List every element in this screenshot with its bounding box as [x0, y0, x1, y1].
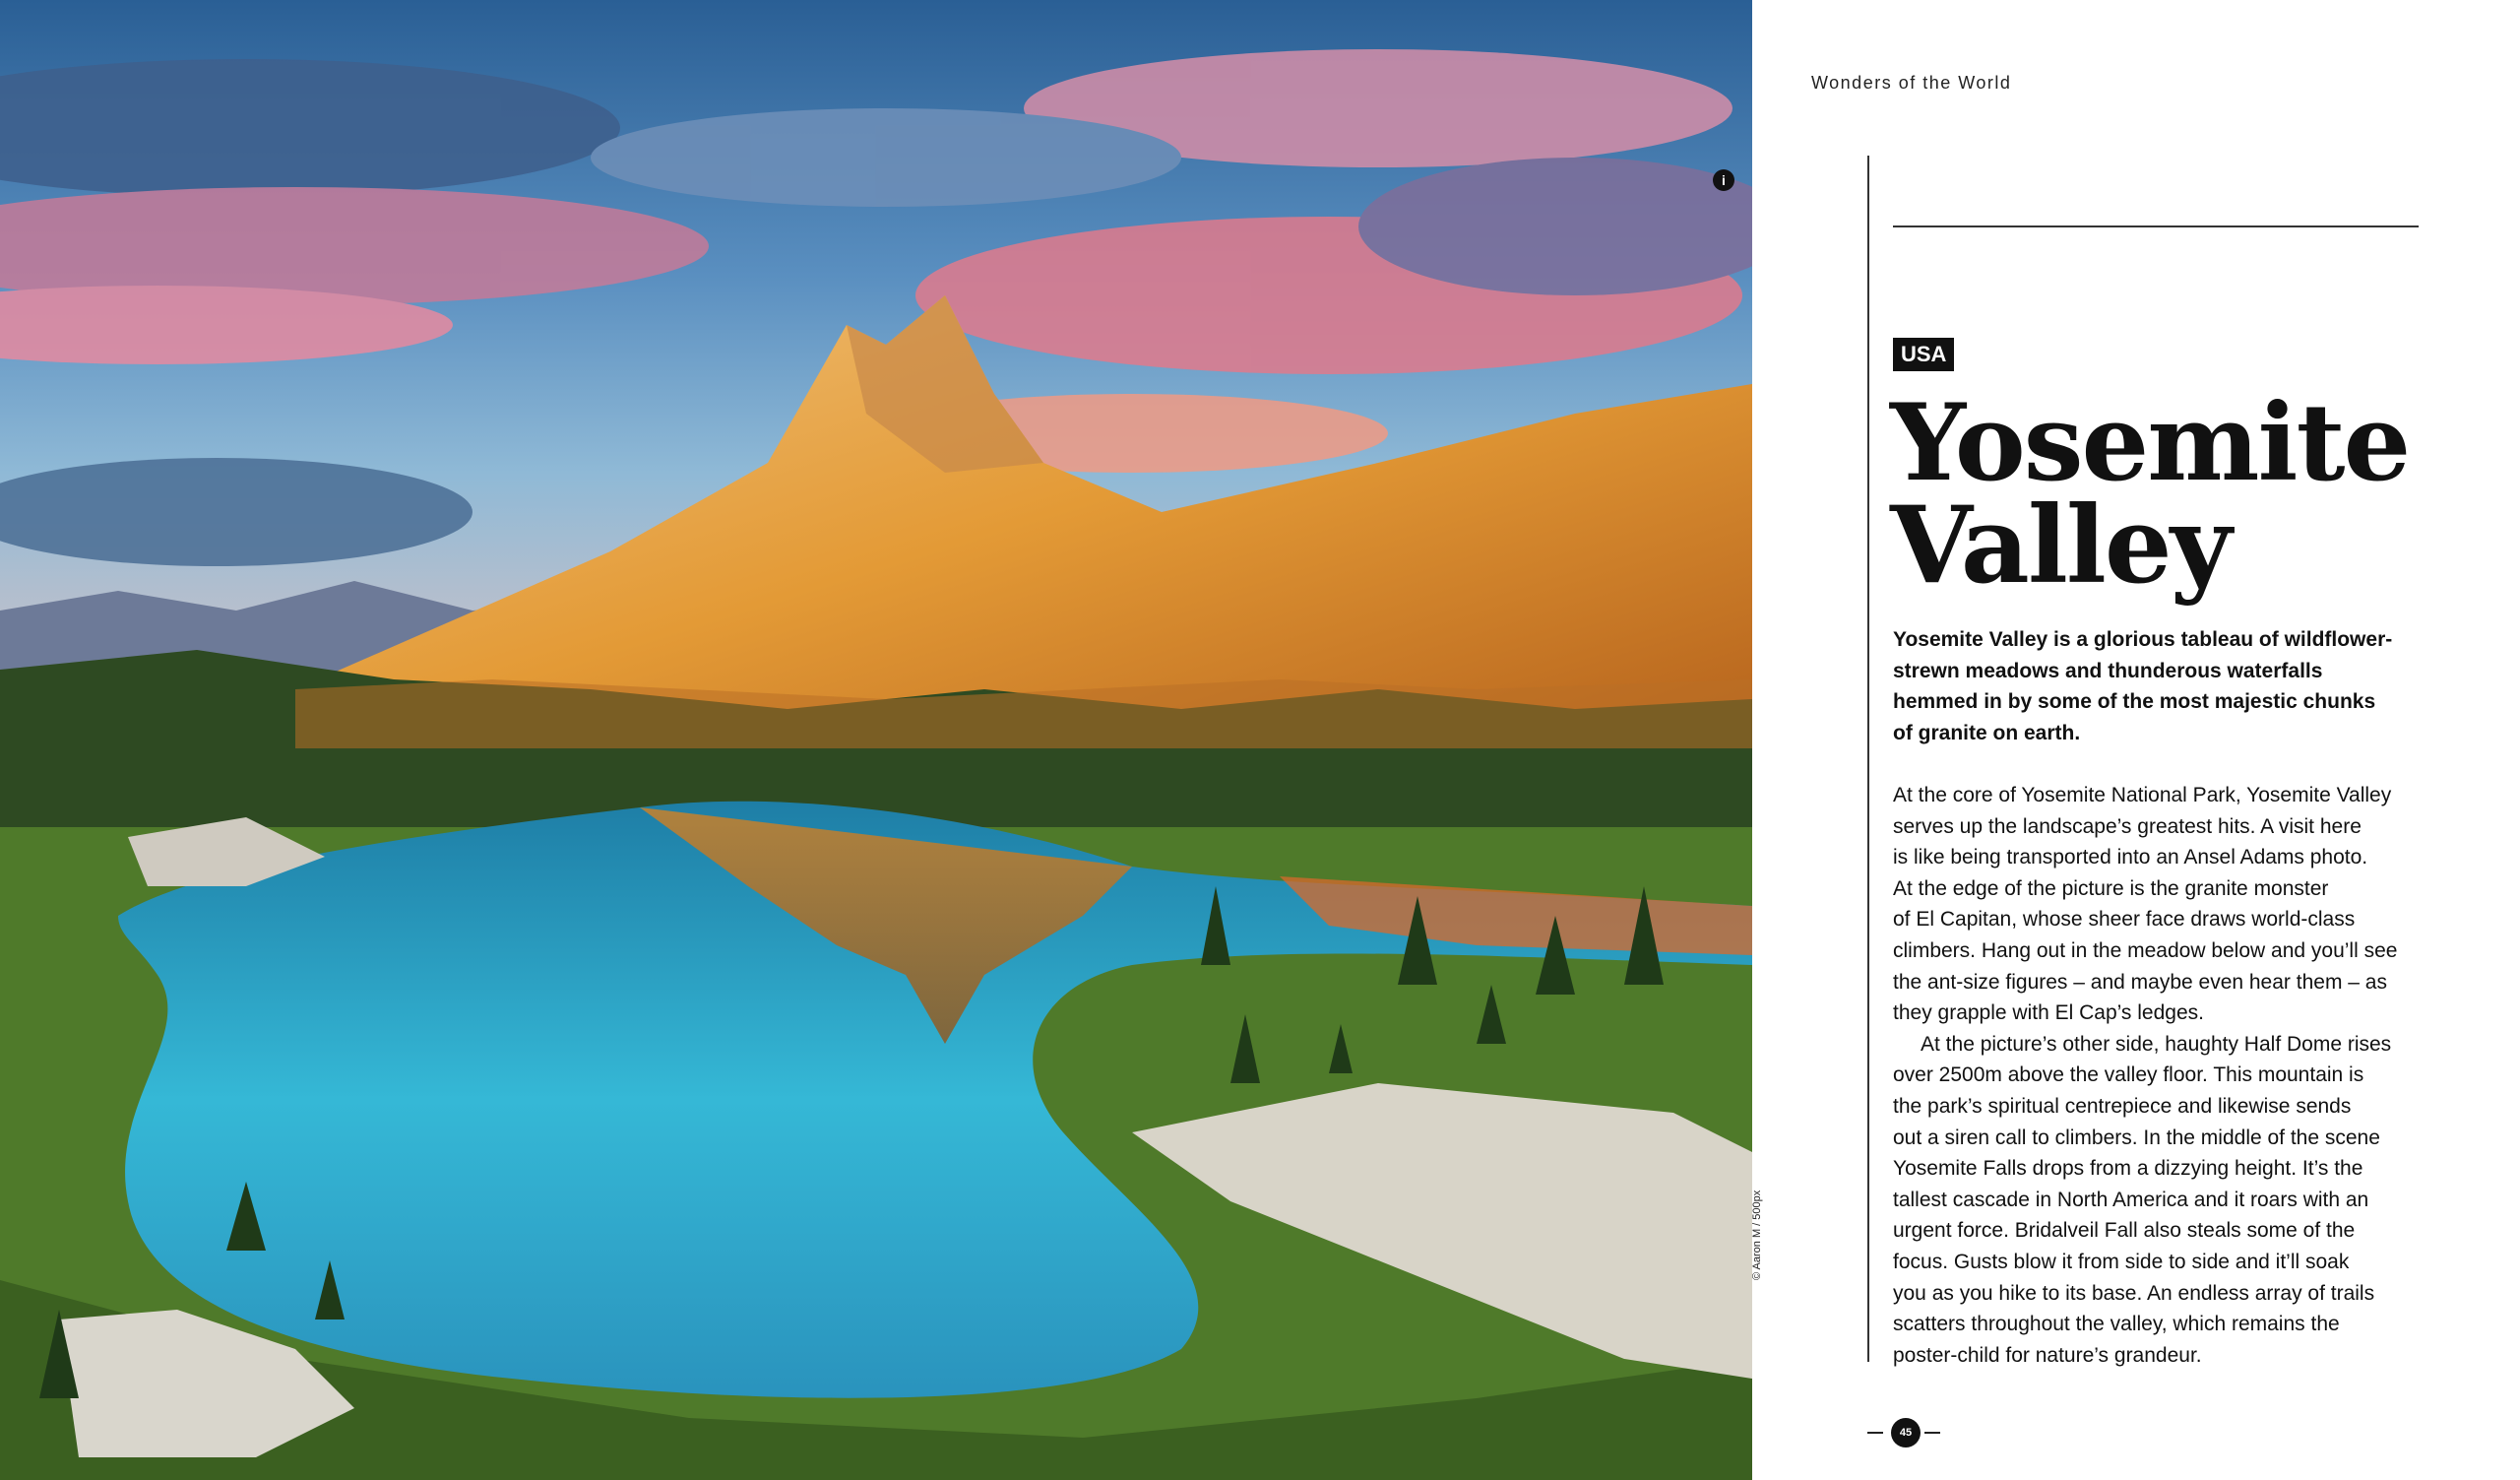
intro-line: of granite on earth.: [1893, 721, 2081, 744]
body-line: of El Capitan, whose sheer face draws world-class: [1893, 908, 2356, 932]
body-line: Yosemite Falls drops from a dizzying height. It’s the: [1893, 1157, 2363, 1181]
intro-line: strewn meadows and thunderous waterfalls: [1893, 659, 2323, 682]
body-line: At the edge of the picture is the granite monster: [1893, 876, 2329, 900]
body-line: they grapple with El Cap’s ledges.: [1893, 1001, 2204, 1025]
body-line: is like being transported into an Ansel Adams photo.: [1893, 846, 2368, 869]
body-line: you as you hike to its base. An endless array of trails: [1893, 1281, 2375, 1305]
article-body: [1893, 780, 2444, 1371]
body-line: serves up the landscape’s greatest hits. A visit here: [1893, 814, 2362, 838]
body-line: focus. Gusts blow it from side to side and it’ll soak: [1893, 1250, 2350, 1273]
intro-line: Yosemite Valley is a glorious tableau of wildflower-: [1893, 628, 2393, 651]
body-line: poster-child for nature’s grandeur.: [1893, 1343, 2202, 1367]
photo-credit: © Aaron M / 500px: [1751, 1190, 1763, 1280]
intro-line: hemmed in by some of the most majestic chunks: [1893, 690, 2376, 713]
body-line: climbers. Hang out in the meadow below and you’ll see: [1893, 938, 2398, 962]
folio-rule-right: [1924, 1432, 1940, 1434]
info-icon: i: [1713, 169, 1734, 191]
running-head: Wonders of the World: [1811, 73, 2012, 93]
article-title: [1890, 381, 2500, 608]
body-line: At the picture’s other side, haughty Half Dome rises: [1921, 1032, 2392, 1056]
vertical-rule: [1867, 156, 1869, 1362]
body-line: the ant-size figures – and maybe even hear them – as: [1893, 970, 2387, 994]
body-line: scatters throughout the valley, which remains the: [1893, 1313, 2340, 1336]
body-line: At the core of Yosemite National Park, Yosemite Valley: [1893, 784, 2392, 806]
body-line: over 2500m above the valley floor. This mountain is: [1893, 1063, 2364, 1087]
body-line: the park’s spiritual centrepiece and likewise sends: [1893, 1094, 2352, 1118]
page-number: 45: [1891, 1418, 1921, 1448]
folio-rule-left: [1867, 1432, 1883, 1434]
horizontal-rule: [1893, 225, 2419, 227]
article-intro: [1893, 624, 2444, 748]
body-line: urgent force. Bridalveil Fall also steals some of the: [1893, 1219, 2356, 1243]
body-line: out a siren call to climbers. In the middle of the scene: [1893, 1126, 2380, 1149]
body-line: tallest cascade in North America and it roars with an: [1893, 1188, 2369, 1211]
page-folio: [1867, 1418, 1946, 1448]
title-line: Yosemite: [1890, 381, 2410, 505]
title-line: Valley: [1890, 483, 2231, 608]
country-tag: USA: [1893, 338, 1954, 371]
